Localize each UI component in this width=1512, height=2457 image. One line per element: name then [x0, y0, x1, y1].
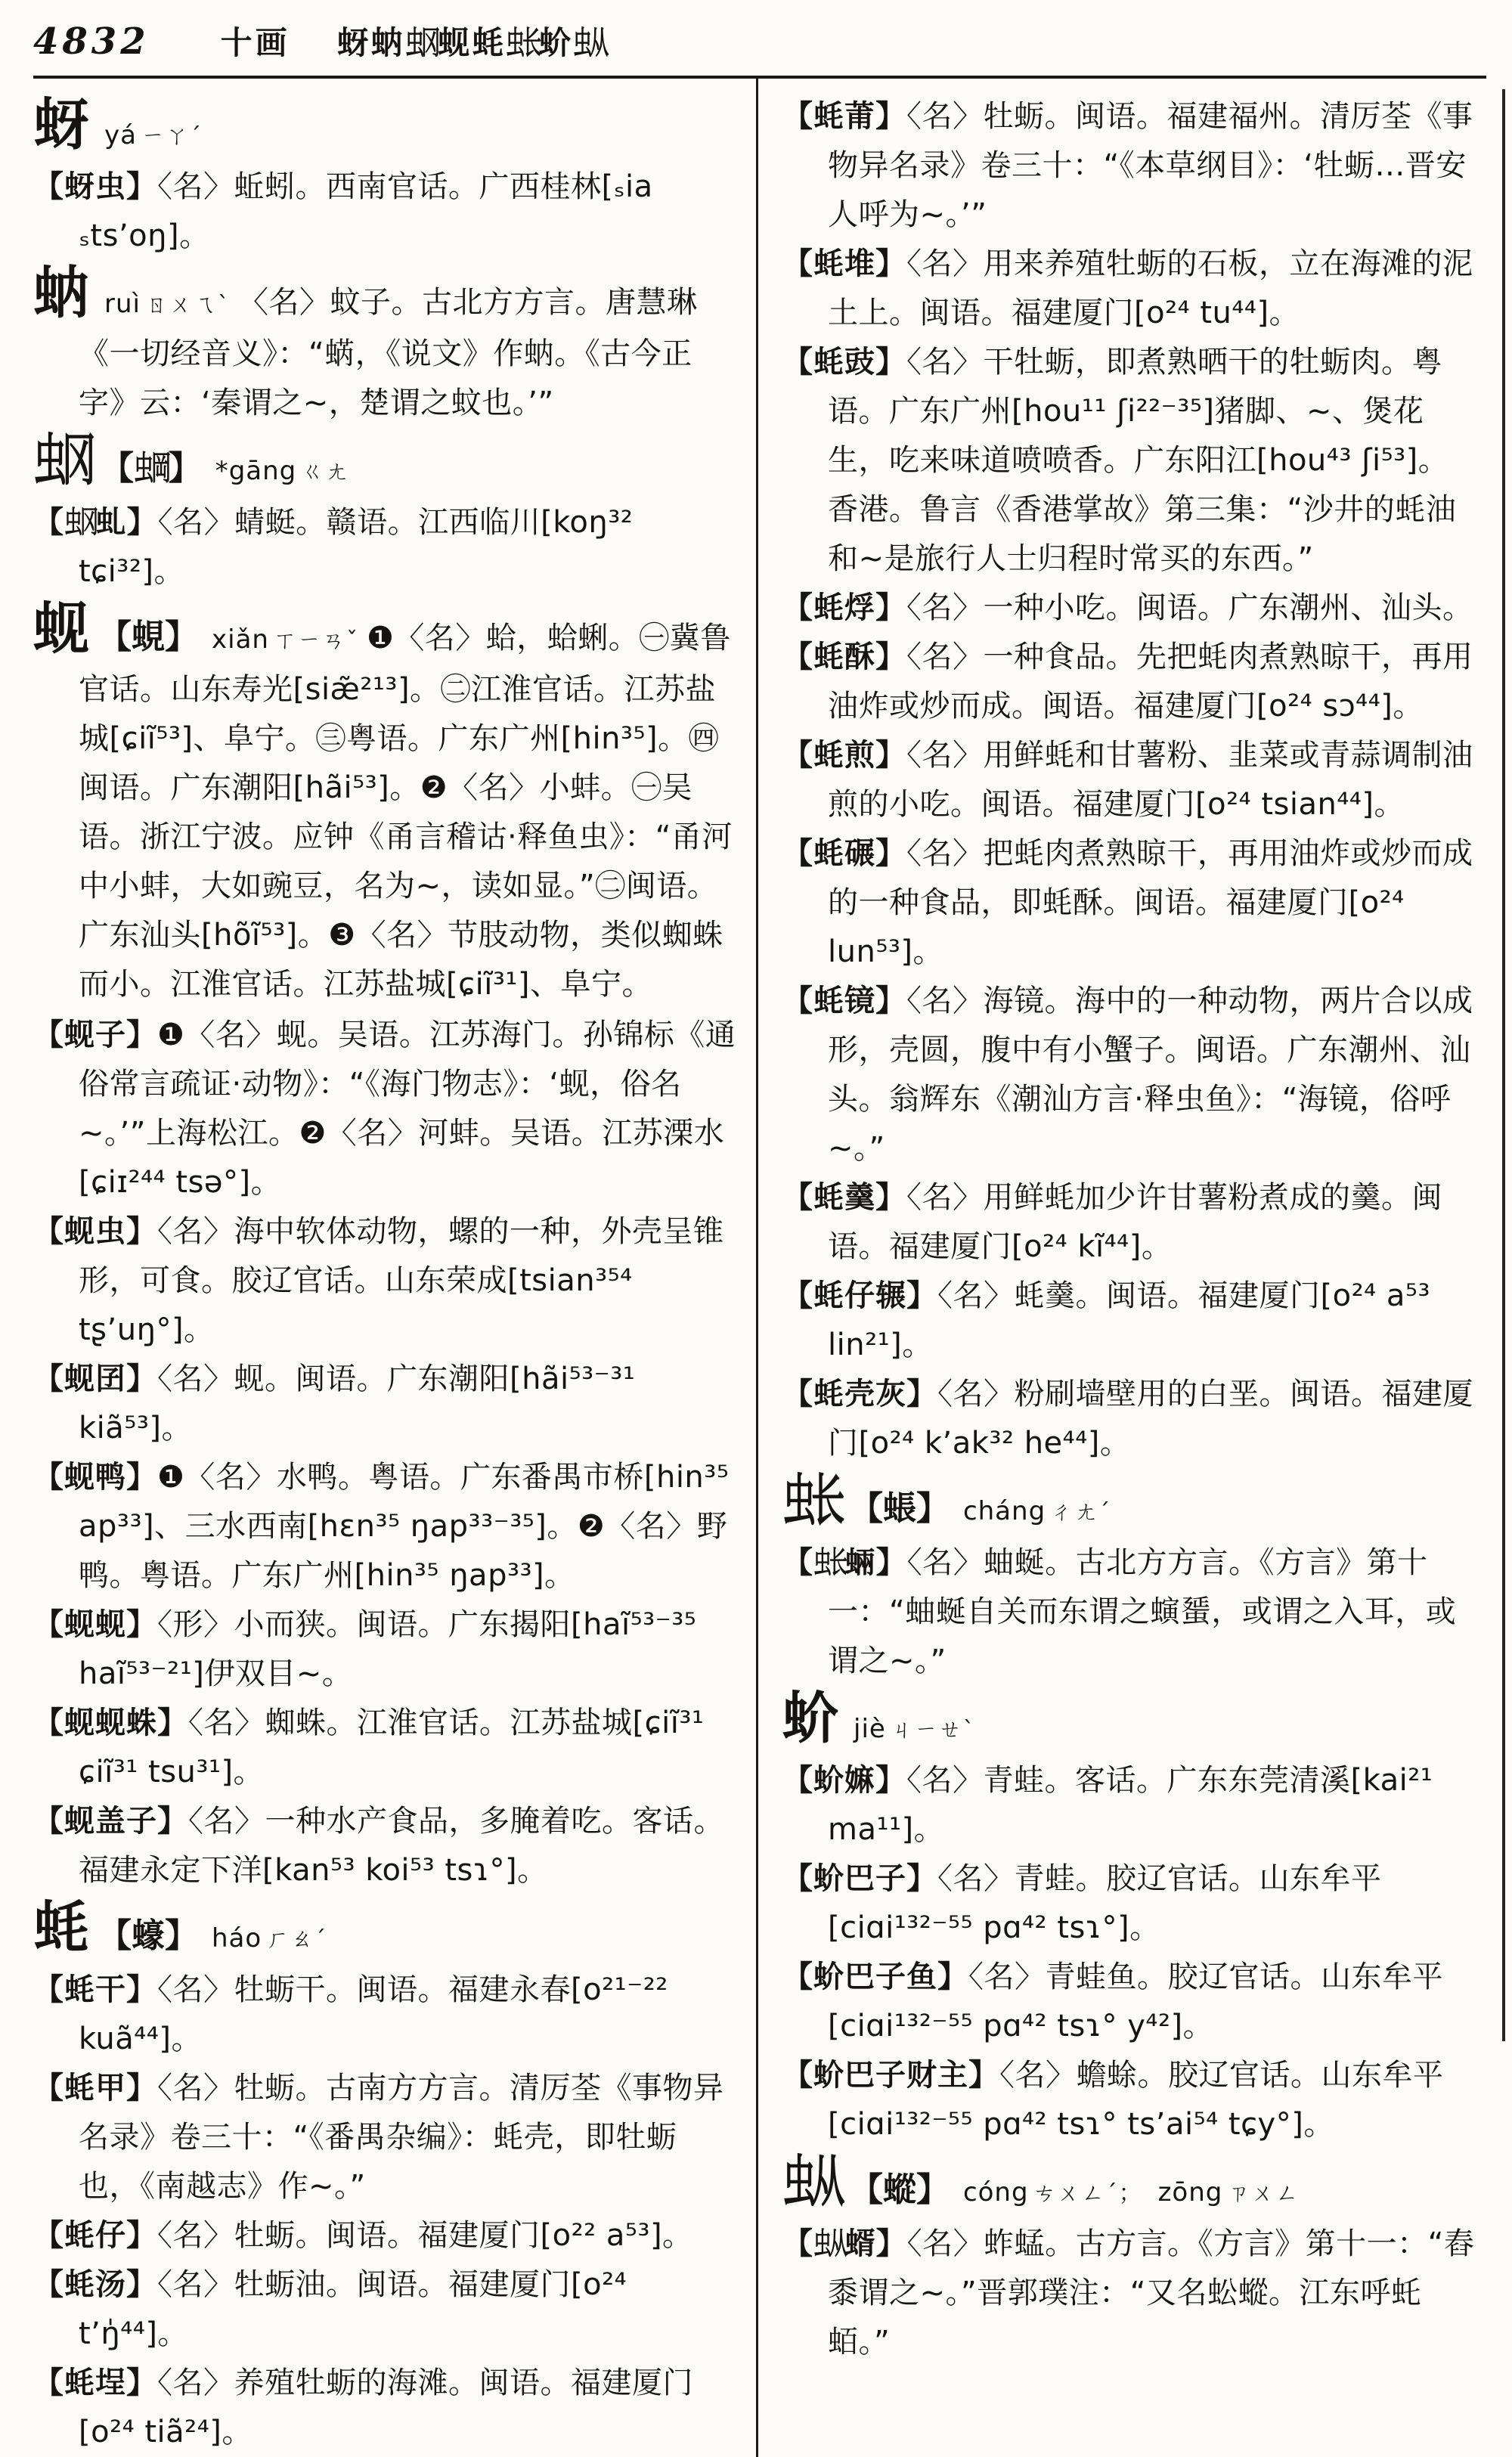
entry-jie-ba-zi-cai-zhu: [782, 2051, 1477, 2149]
entry-hao-geng: [782, 1173, 1477, 1272]
section-head: [782, 1468, 1477, 1537]
pinyin-2: zōng: [1157, 2177, 1223, 2208]
definition: 〈名〉青蛙鱼。胶辽官话。山东牟平[ciɑi¹³²⁻⁵⁵ pɑ⁴² tsɿ° y⁴²]。: [828, 1960, 1443, 2043]
entry-hao-chi: [782, 338, 1477, 584]
definition: 〈名〉蜘蛛。江淮官话。江苏盐城[ɕiĩ³¹ ɕiĩ³¹ tsu³¹]。: [79, 1706, 705, 1789]
composed-char-gang: 虫冈: [404, 24, 442, 61]
headword: 【蚬鸭】: [33, 1460, 157, 1495]
section-bigchar: 蚝: [33, 1895, 89, 1960]
headword: 【蚝甲】: [33, 2071, 157, 2105]
definition: 〈名〉一种水产食品，多腌着吃。客话。福建永定下洋[kan⁵³ koi⁵³ tsɿ°]。: [79, 1804, 724, 1888]
zhuyin: ㄐㄧㄝˋ: [890, 1717, 976, 1743]
definition: 〈名〉用来养殖牡蛎的石板，立在海滩的泥土上。闽语。福建厦门[o²⁴ tu⁴⁴]。: [828, 246, 1473, 330]
entry-ya-chong: [33, 163, 736, 261]
pinyin: yá: [104, 120, 137, 150]
entry-hao-fu: [782, 584, 1477, 633]
composed-char-chang: 虫长: [506, 24, 544, 61]
headword: 【蚧巴子财主】: [782, 2058, 999, 2093]
definition: 〈名〉一种小吃。闽语。广东潮州、汕头。: [906, 590, 1473, 625]
headword-composed: 【虫从蝑】: [782, 2226, 907, 2261]
page-number: 4832: [33, 20, 150, 63]
entry-cong-xu: [782, 2220, 1477, 2367]
section-bigchar: 蚬: [33, 596, 89, 662]
header-chars-segment: 蚜蚋: [336, 24, 405, 61]
definition: 〈名〉青蛙。客话。广东东莞清溪[kai²¹ ma¹¹]。: [828, 1763, 1433, 1847]
headword: 【蚝壳灰】: [782, 1377, 937, 1411]
headword: 【蚝堆】: [782, 246, 906, 281]
section-ya: [33, 92, 736, 161]
section-head: [33, 596, 736, 1009]
section-head: [782, 2149, 1477, 2218]
headword: 【蚬盖子】: [33, 1804, 188, 1839]
entry-hao-su: [782, 633, 1477, 731]
section-head: [33, 428, 736, 497]
headword: 【蚝豉】: [782, 345, 906, 380]
headword: 【蚝烰】: [782, 590, 906, 625]
definition: ❶〈名〉蛤，蛤蜊。㊀冀鲁官话。山东寿光[siæ̃²¹³]。㊁江淮官话。江苏盐城[ɕiĩ⁵³]、阜宁。㊂粤语。广东广州[hin³⁵]。㊃闽语。广东潮阳[hãi⁵³]。❷〈名〉小蚌。㊀吴语。浙江宁波。应钟《甬言稽诂·释鱼虫》：“甬河中小蚌，大如豌豆，名为~，读如显。”㊁闽语。广东汕头[hõĩ⁵³]。❸〈名〉节肢动物，类似蜘蛛而小。江淮官话。江苏盐城[ɕiĩ³¹]、阜宁。: [79, 621, 733, 1002]
section-bigchar-composed: 虫长: [782, 1468, 845, 1533]
definition: 〈名〉牡蛎油。闽语。福建厦门[o²⁴ t’ŋ̍⁴⁴]。: [79, 2267, 627, 2351]
definition: 〈形〉小而狭。闽语。广东揭阳[haĩ⁵³⁻³⁵ haĩ⁵³⁻²¹]伊双目~。: [79, 1607, 697, 1691]
traditional-form: 【蜆】: [98, 618, 198, 656]
definition: 〈名〉牡蛎。闽语。福建福州。清厉荃《事物异名录》卷三十：“《本草纲目》：‘牡蛎…晋安人呼为~。’”: [828, 99, 1473, 232]
header-chars-segment: 蚬蚝: [438, 24, 507, 61]
zhuyin: ㄍㄤ: [301, 459, 350, 485]
entry-hao-cheng: [33, 2359, 736, 2457]
definition: 〈名〉粉刷墙壁用的白垩。闽语。福建厦门[o²⁴ k’ak³² he⁴⁴]。: [828, 1377, 1473, 1461]
entry-xian-gai-zi: [33, 1797, 736, 1895]
pinyin: ruì: [104, 289, 141, 319]
traditional-form: 【虫岡】: [100, 449, 202, 488]
definition: 〈名〉牡蛎干。闽语。福建永春[o²¹⁻²² kuã⁴⁴]。: [79, 1972, 668, 2056]
section-gang: [33, 428, 736, 497]
entry-hao-jing: [782, 977, 1477, 1173]
entry-xian-xian: [33, 1600, 736, 1699]
pinyin: xiǎn: [212, 624, 269, 655]
headword: 【蚬子】: [33, 1018, 157, 1052]
entry-hao-gan: [33, 1966, 736, 2064]
section-bigchar-composed: 虫冈: [33, 428, 96, 493]
entry-xian-zi: [33, 1011, 736, 1207]
entry-hao-jian: [782, 731, 1477, 829]
entry-jie-ba-zi-yu: [782, 1953, 1477, 2051]
pinyin: cháng: [962, 1496, 1046, 1526]
zhuyin: ㄔㄤˊ: [1050, 1499, 1112, 1526]
section-jie: [782, 1686, 1477, 1755]
section-bigchar-composed: 虫从: [782, 2149, 845, 2214]
section-head: [33, 261, 736, 428]
pinyin: *gāng: [215, 456, 297, 486]
headword: 【蚜虫】: [33, 169, 157, 204]
entry-jie-ma: [782, 1756, 1477, 1854]
definition: 〈名〉牡蛎。古南方方言。清厉荃《事物异名录》卷三十：“《番禺杂编》：蚝壳，即牡蛎也，《南越志》作~。”: [79, 2071, 724, 2204]
entry-hao-dui: [782, 240, 1477, 338]
section-rui: [33, 261, 736, 428]
section-chang: [782, 1468, 1477, 1537]
definition: 〈名〉蚬。闽语。广东潮阳[hãi⁵³⁻³¹ kiã⁵³]。: [79, 1362, 636, 1445]
entry-hao-zai-nian: [782, 1272, 1477, 1370]
composed-char-cong: 虫从: [572, 24, 610, 61]
definition: ❶〈名〉水鸭。粤语。广东番禺市桥[hin³⁵ ap³³]、三水西南[hɛn³⁵ ŋap³³⁻³⁵]。❷〈名〉野鸭。粤语。广东广州[hin³⁵ ŋap³³]。: [79, 1460, 730, 1593]
definition: 〈名〉蜻蜓。赣语。江西临川[koŋ³² tɕi³²]。: [79, 505, 634, 589]
headword: 【蚧巴子鱼】: [782, 1960, 968, 1994]
entry-chang-liang: [782, 1538, 1477, 1686]
headword: 【蚝酥】: [782, 640, 906, 674]
zhuyin: ㄧㄚˊ: [141, 123, 203, 150]
definition: 〈名〉蟾蜍。胶辽官话。山东牟平[ciɑi¹³²⁻⁵⁵ pɑ⁴² tsɿ° ts’ai⁵⁴ tɕy°]。: [828, 2058, 1444, 2142]
definition: 〈名〉用鲜蚝加少许甘薯粉煮成的羹。闽语。福建厦门[o²⁴ kĩ⁴⁴]。: [828, 1180, 1442, 1264]
zhuyin-2: ㄗㄨㄥ: [1227, 2180, 1300, 2207]
headword: 【蚝汤】: [33, 2267, 157, 2302]
section-head: [33, 1895, 736, 1964]
section-bigchar: 蚜: [33, 92, 89, 157]
entry-hao-pu: [782, 92, 1477, 240]
definition: 〈名〉青蛙。胶辽官话。山东牟平[ciɑi¹³²⁻⁵⁵ pɑ⁴² tsɿ°]。: [828, 1861, 1382, 1945]
section-cong: [782, 2149, 1477, 2218]
entry-xian-chong: [33, 1207, 736, 1355]
headword: 【蚝埕】: [33, 2366, 157, 2400]
definition: 〈名〉海中软体动物，螺的一种，外壳呈锥形，可食。胶辽官话。山东荣成[tsian³⁵⁴ tʂ’uŋ°]。: [79, 1214, 724, 1347]
headword-composed: 【虫长蜽】: [782, 1545, 907, 1580]
entry-xian-xian-zhu: [33, 1699, 736, 1797]
entry-gang-qiu: [33, 498, 736, 596]
definition: 〈名〉蚰蜒。古北方方言。《方言》第十一：“蚰蜒自关而东谓之螾蜑，或谓之入耳，或谓之~。”: [828, 1545, 1457, 1678]
traditional-form: 【蠔】: [98, 1916, 198, 1955]
zhuyin: ㄒㄧㄢˇ: [273, 627, 359, 654]
headword: 【蚝镜】: [782, 984, 906, 1018]
definition: 〈名〉干牡蛎，即煮熟晒干的牡蛎肉。粤语。广东广州[hou¹¹ ʃi²²⁻³⁵]猪脚、~、煲花生，吃来味道喷喷香。广东阳江[hou⁴³ ʃi⁵³]。香港。鲁言《香港掌故》第三集：“沙井的蚝油和~是旅行人士归程时常买的东西。”: [828, 345, 1457, 576]
entry-jie-ba-zi: [782, 1854, 1477, 1953]
entry-hao-ke-hui: [782, 1370, 1477, 1468]
column-right: [756, 79, 1512, 2457]
headword: 【蚝碾】: [782, 836, 906, 871]
zhuyin: ㄖㄨㄟˋ: [144, 292, 231, 318]
headword: 【蚝仔】: [33, 2218, 157, 2253]
definition: 〈名〉养殖牡蛎的海滩。闽语。福建厦门[o²⁴ tiã²⁴]。: [79, 2366, 693, 2449]
definition: 〈名〉蚝羹。闽语。福建厦门[o²⁴ a⁵³ lin²¹]。: [828, 1278, 1430, 1362]
definition: ❶〈名〉蚬。吴语。江苏海门。孙锦标《通俗常言疏证·动物》：“《海门物志》：‘蚬，俗名~。’”上海松江。❷〈名〉河蚌。吴语。江苏溧水[ɕiɪ²⁴⁴ tsə°]。: [79, 1018, 736, 1200]
section-bigchar: 蚋: [33, 261, 89, 326]
zhuyin: ㄘㄨㄥˊ；: [1033, 2180, 1143, 2207]
definition: 〈名〉一种食品。先把蚝肉煮熟晾干，再用油炸或炒而成。闽语。福建厦门[o²⁴ sɔ⁴⁴]。: [828, 640, 1473, 723]
entry-hao-nian: [782, 829, 1477, 977]
entry-xian-ya: [33, 1453, 736, 1600]
definition: 〈名〉蚊子。古北方方言。唐慧琳《一切经音义》：“蜹，《说文》作蚋。《古今正字》云：‘秦谓之~，楚谓之蚊也。’”: [79, 285, 698, 420]
entry-hao-tang: [33, 2260, 736, 2359]
page-edge-line: [1502, 89, 1505, 2041]
headword: 【蚬蚬蛛】: [33, 1706, 188, 1740]
entry-hao-zai: [33, 2211, 736, 2260]
definition: 〈名〉蚱蜢。古方言。《方言》第十一：“舂黍谓之~。”晋郭璞注：“又名蚣䗥。江东呼虴蛨。”: [828, 2226, 1475, 2359]
section-head: [782, 1686, 1477, 1755]
headword: 【蚝煎】: [782, 738, 906, 773]
stroke-count-label: 十画: [220, 24, 290, 61]
entry-hao-jia: [33, 2064, 736, 2211]
definition: 〈名〉蚯蚓。西南官话。广西桂林[ₛia ₛts’oŋ]。: [79, 169, 653, 253]
headword: 【蚬蚬】: [33, 1607, 157, 1642]
pinyin: háo: [212, 1923, 262, 1954]
headword: 【蚝干】: [33, 1972, 157, 2007]
section-bigchar: 蚧: [782, 1686, 838, 1751]
headword: 【蚝仔辗】: [782, 1278, 937, 1313]
traditional-form: 【䗅】: [849, 1489, 950, 1528]
definition: 〈名〉用鲜蚝和甘薯粉、韭菜或青蒜调制油煎的小吃。闽语。福建厦门[o²⁴ tsian⁴⁴]。: [828, 738, 1473, 822]
two-column-body: [0, 79, 1512, 2457]
pinyin: cóng: [962, 2177, 1029, 2208]
definition: 〈名〉把蚝肉煮熟晾干，再用油炸或炒而成的一种食品，即蚝酥。闽语。福建厦门[o²⁴ lun⁵³]。: [828, 836, 1473, 969]
page-header: [33, 0, 1486, 79]
zhuyin: ㄏㄠˊ: [266, 1926, 328, 1953]
pinyin: jiè: [854, 1714, 886, 1744]
headword: 【蚬囝】: [33, 1362, 157, 1396]
header-char-list: [336, 18, 610, 64]
section-hao: [33, 1895, 736, 1964]
header-chars-segment: 蚧: [538, 24, 573, 61]
headword-composed: 【虫冈虬】: [33, 505, 158, 540]
headword: 【蚝莆】: [782, 99, 906, 134]
section-head: [33, 92, 736, 161]
headword: 【蚧嫲】: [782, 1763, 906, 1798]
headword: 【蚬虫】: [33, 1214, 157, 1249]
traditional-form: 【䗥】: [849, 2170, 950, 2209]
column-left: [0, 79, 756, 2457]
headword: 【蚝羹】: [782, 1180, 906, 1215]
section-xian: [33, 596, 736, 1009]
definition: 〈名〉海镜。海中的一种动物，两片合以成形，壳圆，腹中有小蟹子。闽语。广东潮州、汕头。翁辉东《潮汕方言·释虫鱼》：“海镜，俗呼~。”: [828, 984, 1473, 1166]
headword: 【蚧巴子】: [782, 1861, 937, 1896]
entry-xian-jian: [33, 1355, 736, 1453]
definition: 〈名〉牡蛎。闽语。福建厦门[o²² a⁵³]。: [157, 2218, 693, 2253]
